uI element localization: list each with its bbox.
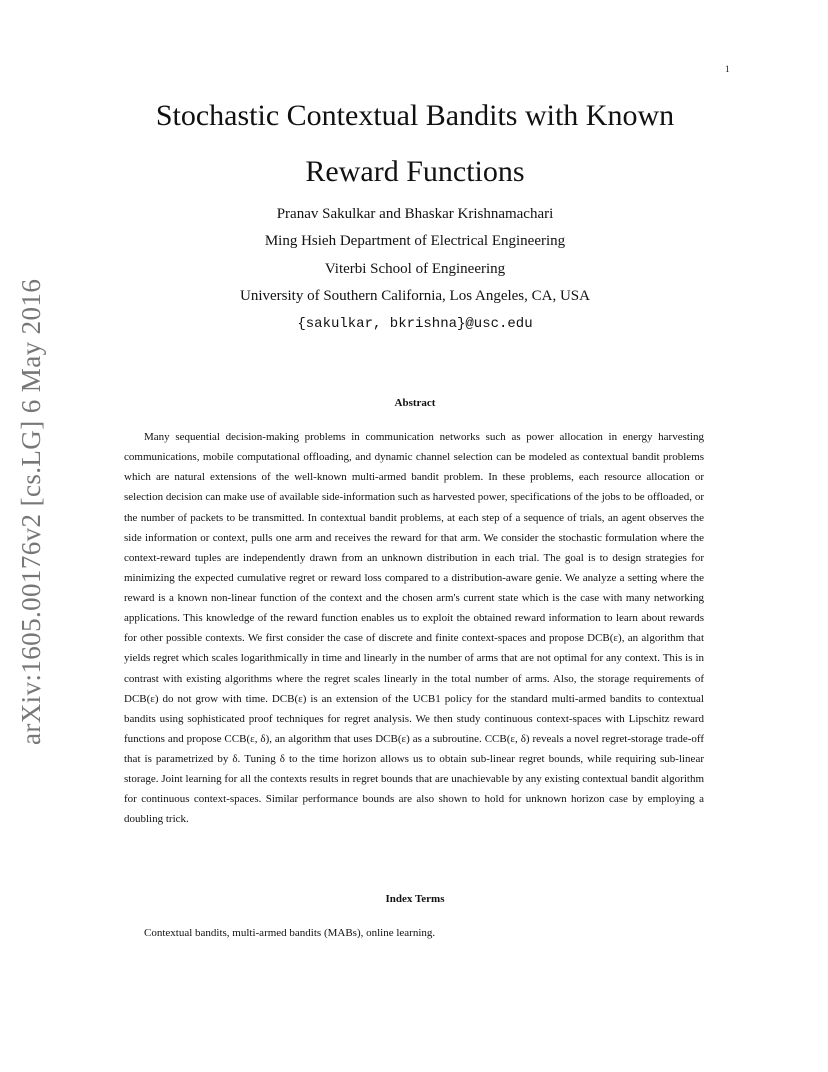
author-school: Viterbi School of Engineering: [324, 260, 506, 277]
author-names: Pranav Sakulkar and Bhaskar Krishnamachari: [276, 206, 554, 222]
author-department: Ming Hsieh Department of Electrical Engineering: [264, 233, 566, 250]
page-number: 1: [725, 64, 730, 74]
arxiv-stamp: arXiv:1605.00176v2 [cs.LG] 6 May 2016: [16, 278, 46, 745]
author-email: {sakulkar, bkrishna}@usc.edu: [297, 315, 533, 332]
abstract-heading: Abstract: [394, 397, 436, 409]
author-block: [160, 201, 670, 338]
index-terms-heading: Index Terms: [385, 893, 445, 905]
abstract-text: Many sequential decision-making problems in communication networks such as power allocation in energy harvesting communications, mobile computational offloading, and dynamic channel selection can be modeled as contextual bandit problems which are natural extensions of the well-known multi-armed bandit problem. In these problems, each resource allocation or selection decision can make use of available side-information such as harvested power, specifications of the jobs to be offloaded, or the number of packets to be transmitted. In contextual bandit problems, at each step of a sequence of trials, an agent observes the side information or context, pulls one arm and receives the reward for that arm. We consider the stochastic formulation where the context-reward tuples are independently drawn from an unknown distribution in each trial. The goal is to design strategies for minimizing the expected cumulative regret or reward loss compared to a distribution-aware genie. We analyze a setting where the reward is a known non-linear function of the context and the chosen arm's current state which is the case with many networking applications. This knowledge of the reward function enables us to exploit the obtained reward information to learn about rewards for other possible contexts. We first consider the case of discrete and finite context-spaces and propose DCB(ε), an algorithm that yields regret which scales logarithmically in time and linearly in the number of arms that are not optimal for any context. This is in contrast with existing algorithms where the regret scales linearly in the total number of arms. Also, the storage requirements of DCB(ε) do not grow with time. DCB(ε) is an extension of the UCB1 policy for the standard multi-armed bandits to contextual bandits using sophisticated proof techniques for regret analysis. We then study continuous context-spaces with Lipschitz reward functions and propose CCB(ε, δ), an algorithm that uses DCB(ε) as a subroutine. CCB(ε, δ) reveals a novel regret-storage trade-off that is parametrized by δ. Tuning δ to the time horizon allows us to obtain sub-linear regret bounds, while requiring sub-linear storage. Joint learning for all the contexts results in regret bounds that are unachievable by any existing contextual bandit algorithm for continuous context-spaces. Similar performance bounds are also shown to hold for unknown horizon case by employing a doubling trick.: [124, 431, 704, 826]
paper-title: Stochastic Contextual Bandits with Known Reward Functions: [155, 99, 675, 188]
index-terms-text: Contextual bandits, multi-armed bandits (MABs), online learning.: [144, 927, 436, 939]
author-university: University of Southern California, Los Angeles, CA, USA: [240, 288, 590, 305]
